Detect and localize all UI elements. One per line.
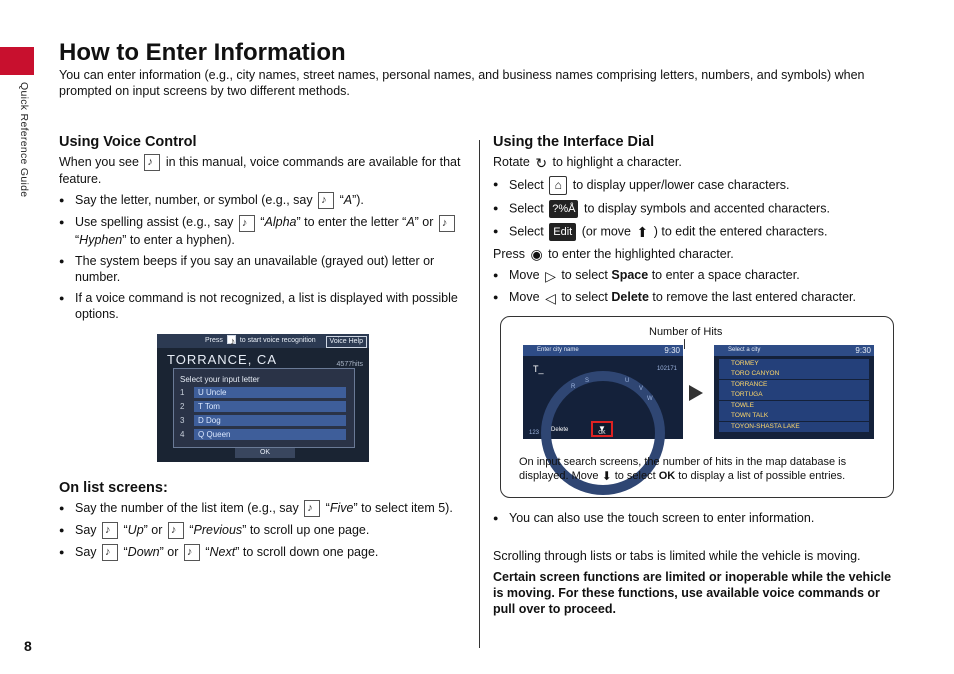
list-item[interactable]: TORRANCE	[719, 380, 869, 390]
bullet-text: to enter a hyphen).	[129, 232, 235, 247]
voice-screen-image	[157, 334, 369, 462]
list-item[interactable]	[180, 415, 348, 426]
bullet-text: Move	[509, 268, 540, 283]
voice-intro-text-b: in this manual, voice commands are available for that feature.	[59, 155, 461, 187]
voice-command-icon	[184, 544, 200, 561]
bullet-text: to enter a space character.	[651, 268, 800, 283]
interface-dial-heading: Using the Interface Dial	[493, 134, 655, 150]
voice-command-word: Hyphen	[79, 232, 123, 247]
screen-time: 9:30	[664, 345, 680, 355]
voice-command-word: Previous	[193, 522, 243, 537]
screen-top-bar	[157, 334, 369, 348]
dial-char[interactable]: V	[639, 385, 644, 392]
bullet-text: Use spelling assist (e.g., say	[75, 215, 234, 230]
voice-command-word: Alpha	[264, 215, 297, 230]
list-item[interactable]	[180, 387, 348, 398]
move-left-icon: ◁	[545, 289, 556, 306]
row-value: Q Queen	[194, 429, 346, 440]
bullet-text: Say	[75, 545, 97, 560]
list-item: ● Say ♪ “Down” or ♪ “Next” to scroll down one page.	[59, 544, 469, 561]
list-item[interactable]	[180, 429, 348, 440]
dial-char[interactable]: W	[647, 395, 653, 402]
ok-button[interactable]: OK	[235, 448, 295, 458]
row-number: 3	[180, 415, 185, 425]
column-divider	[479, 140, 480, 648]
bullet-text: ).	[356, 193, 364, 208]
section-label: Quick Reference Guide	[18, 82, 30, 198]
bullet-text: Move	[509, 290, 540, 305]
right-column	[493, 132, 903, 622]
touch-bullets	[493, 510, 903, 526]
line-text: Press	[493, 246, 525, 261]
city-input-field[interactable]: T_	[533, 363, 544, 374]
voice-command-icon	[318, 192, 334, 209]
case-toggle-icon: ⌂	[549, 176, 567, 195]
number-of-hits-label: Number of Hits	[649, 325, 723, 338]
voice-command-word: Next	[209, 545, 236, 560]
left-column	[59, 132, 469, 566]
list-item: ● Say the number of the list item (e.g., say ♪ “Five” to select item 5).	[59, 500, 469, 517]
bullet-text: to display symbols and accented characters.	[583, 201, 830, 215]
bullet-text: or	[151, 522, 163, 537]
move-bullets	[493, 267, 903, 305]
list-item: ● If a voice command is not recognized, a list is displayed with possible options.	[59, 290, 469, 322]
screen-prompt	[205, 334, 316, 348]
transition-arrow-icon	[689, 385, 703, 401]
row-value: T Tom	[194, 401, 346, 412]
move-down-icon: ⬇	[601, 468, 612, 483]
row-value: U Uncle	[194, 387, 346, 398]
rotate-line	[493, 154, 903, 171]
line-text: Rotate	[493, 155, 530, 169]
dial-bullets	[493, 176, 903, 241]
select-city-screen	[714, 345, 874, 439]
caption-text: to display a list of possible entries.	[678, 469, 846, 482]
list-item	[493, 267, 903, 284]
voice-command-word: Five	[329, 500, 354, 515]
dial-char[interactable]: R	[571, 383, 576, 390]
voice-command-word: Down	[127, 545, 160, 560]
bullet-text: or	[167, 545, 179, 560]
row-number: 2	[180, 401, 185, 411]
voice-command-icon	[102, 544, 118, 561]
delete-key[interactable]: Delete	[551, 426, 569, 433]
bullet-text: to select	[561, 268, 608, 283]
line-text: to highlight a character.	[552, 155, 682, 169]
warning-note: Certain screen functions are limited or inoperable while the vehicle is moving. For these functions, use available voice commands or pull over to proceed.	[493, 569, 892, 616]
dialog-title: Select your input letter	[180, 374, 260, 384]
line-text: to enter the highlighted character.	[548, 246, 734, 261]
press-dial-icon: ◉	[530, 246, 543, 263]
page-number: 8	[24, 638, 32, 654]
screen-time: 9:30	[855, 345, 871, 355]
callout-line	[684, 339, 685, 349]
list-item: ● The system beeps if you say an unavailable (grayed out) letter or number.	[59, 253, 469, 285]
key-name: Space	[611, 268, 649, 283]
move-up-icon: ⬆	[636, 223, 649, 240]
hits-caption	[519, 455, 879, 483]
list-item[interactable]: TOWN TALK	[719, 411, 869, 421]
bullet-text: Select	[509, 177, 544, 192]
page-title: How to Enter Information	[59, 39, 346, 66]
dial-char[interactable]: S	[585, 377, 590, 384]
row-value: D Dog	[194, 415, 346, 426]
voice-command-word: A	[406, 215, 415, 230]
caption-text: to select	[614, 469, 656, 482]
list-screens-heading: On list screens:	[59, 479, 168, 496]
voice-bullets	[59, 192, 469, 321]
list-item	[493, 289, 903, 306]
voice-command-icon	[439, 215, 455, 232]
bullet-text: Select	[509, 224, 544, 238]
rotate-dial-icon: ↻	[535, 154, 548, 171]
list-item[interactable]: TOWLE	[719, 401, 869, 411]
bullet-text: Say	[75, 522, 97, 537]
voice-command-icon	[102, 522, 118, 539]
voice-intro	[59, 154, 469, 187]
row-number: 1	[180, 387, 185, 397]
screen-prompt-a: Press	[205, 336, 223, 344]
select-letter-dialog	[173, 368, 355, 448]
bullet-text: to remove the last entered character.	[652, 290, 856, 305]
section-tab	[0, 47, 34, 75]
voice-help-button[interactable]: Voice Help	[326, 336, 367, 348]
enter-city-screen	[523, 345, 683, 439]
list-item[interactable]	[180, 401, 348, 412]
voice-command-word: A	[343, 193, 353, 208]
voice-intro-text-a: When you see	[59, 155, 139, 169]
press-line	[493, 246, 903, 263]
bullet-text: or	[422, 215, 434, 230]
edit-button-icon: Edit	[549, 223, 576, 241]
bullet-text: (or move	[581, 224, 632, 238]
caption-text: On input search screens, the number of hits in the map database is displayed. Move	[519, 455, 847, 482]
bullet-text: to select	[561, 290, 608, 305]
list-item	[493, 223, 903, 241]
bullet-text: to display upper/lower case characters.	[572, 177, 790, 192]
list-item[interactable]: TOYON-SHASTA LAKE	[719, 422, 869, 432]
screen-city: TORRANCE, CA	[167, 351, 277, 367]
voice-command-icon	[168, 522, 184, 539]
bullet-text: to scroll up one page.	[249, 522, 370, 537]
row-number: 4	[180, 429, 185, 439]
hits-example-box	[500, 316, 894, 498]
symbols-button-icon: ?%Å	[549, 200, 578, 218]
bullet-text: Select	[509, 201, 544, 215]
list-item: ● You can also use the touch screen to enter information.	[493, 510, 903, 526]
screen-top-bar	[523, 345, 683, 356]
voice-command-icon	[239, 215, 255, 232]
screen-title: Enter city name	[537, 346, 579, 353]
bullet-text: to enter the letter	[304, 215, 399, 230]
key-name: OK	[658, 469, 676, 482]
list-item[interactable]: TORO CANYON	[719, 369, 869, 379]
list-item[interactable]: TORMEY	[719, 359, 869, 369]
symbols-key[interactable]: 123	[529, 429, 540, 436]
list-screen-bullets	[59, 500, 469, 562]
ok-button[interactable]: ▼ OK	[591, 421, 613, 437]
dial-char[interactable]: U	[625, 377, 630, 384]
list-item: ● Use spelling assist (e.g., say ♪ “Alpha” to enter the letter “A” or ♪ “Hyphen” to enter a hyphen).	[59, 214, 469, 247]
city-list	[719, 359, 869, 433]
key-name: Delete	[611, 290, 649, 305]
bullet-text: ) to edit the entered characters.	[653, 224, 828, 238]
list-item	[493, 200, 903, 218]
bullet-text: Say the number of the list item (e.g., say	[75, 500, 299, 515]
intro-paragraph: You can enter information (e.g., city names, street names, personal names, and business names comprising letters, numbers, and symbols) when prompted on input screens by two different methods.	[59, 68, 865, 98]
voice-command-word: Up	[127, 522, 144, 537]
list-item: ● Say ♪ “Up” or ♪ “Previous” to scroll up one page.	[59, 522, 469, 539]
hit-count: 102171	[656, 365, 677, 372]
screen-prompt-b: to start voice recognition	[239, 336, 316, 344]
screen-title: Select a city	[728, 346, 761, 353]
bullet-text: to select item 5).	[361, 500, 453, 515]
list-item: ● Say the letter, number, or symbol (e.g., say ♪ “A”).	[59, 192, 469, 209]
screen-top-bar	[714, 345, 874, 356]
voice-command-icon	[144, 154, 160, 171]
scroll-note: Scrolling through lists or tabs is limited while the vehicle is moving.	[493, 548, 861, 563]
voice-command-icon	[227, 335, 236, 344]
voice-control-heading: Using Voice Control	[59, 134, 197, 150]
list-item	[493, 176, 903, 195]
voice-command-icon	[304, 500, 320, 517]
bullet-text: Say the letter, number, or symbol (e.g., say	[75, 193, 313, 208]
list-item[interactable]: TORTUGA	[719, 390, 869, 400]
move-right-icon: ▷	[545, 268, 556, 285]
bullet-text: to scroll down one page.	[242, 545, 379, 560]
screen-hits: 4577hits	[336, 360, 363, 368]
